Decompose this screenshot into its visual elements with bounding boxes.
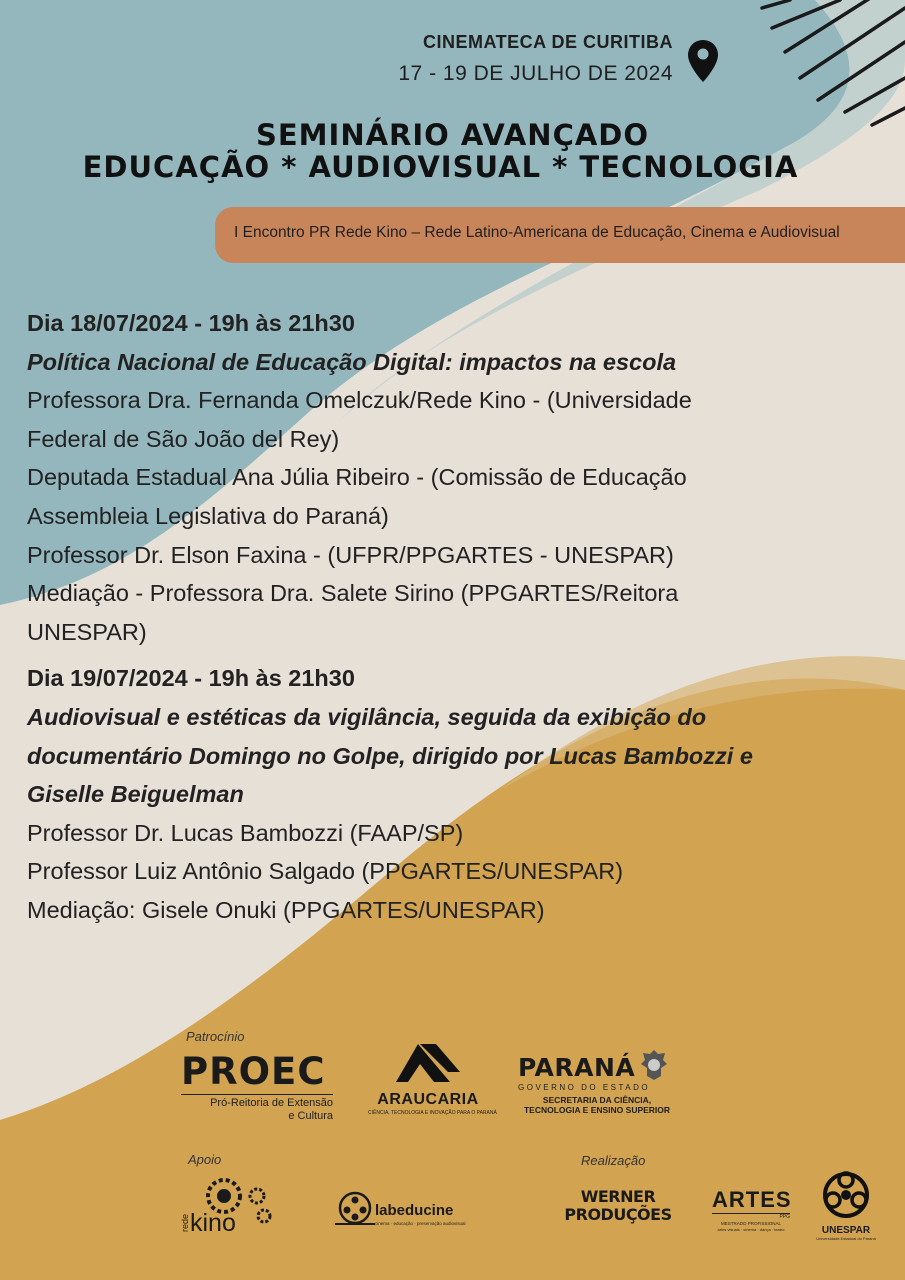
araucaria-name: ARAUCARIA — [377, 1091, 479, 1108]
unespar-logo — [812, 1170, 880, 1242]
unespar-name: UNESPAR — [821, 1225, 871, 1236]
parana-name: PARANÁ — [518, 1053, 636, 1082]
day1-line: Federal de São João del Rey) — [27, 425, 340, 452]
araucaria-sub: CIÊNCIA, TECNOLOGIA E INOVAÇÃO PARA O PARANÁ — [368, 1110, 497, 1116]
labeducine-sub: cinema · educação · preservação audiovisual — [375, 1221, 466, 1226]
proec-sub: Pró-Reitoria de Extensão — [210, 1097, 333, 1109]
programme — [27, 304, 867, 930]
day1-date: Dia 18/07/2024 - 19h às 21h30 — [27, 310, 355, 336]
day2-theme: Audiovisual e estéticas da vigilância, seguida da exibição do — [27, 703, 707, 730]
artes-sub: MESTRADO PROFISSIONAL — [720, 1221, 781, 1226]
location-pin-icon — [686, 38, 720, 84]
parana-sec: TECNOLOGIA E ENSINO SUPERIOR — [523, 1105, 671, 1115]
day2-line: Professor Luiz Antônio Salgado (PPGARTES/UNESPAR) — [27, 858, 624, 885]
redekino-rede: rede — [180, 1213, 191, 1233]
subtitle-text: I Encontro PR Rede Kino – Rede Latino-Americana de Educação, Cinema e Audiovisual — [234, 224, 840, 241]
day1-line: Assembleia Legislativa do Paraná) — [27, 502, 389, 529]
film-reel-icon — [335, 1190, 375, 1230]
day1-line: Deputada Estadual Ana Júlia Ribeiro - (Comissão de Educação — [27, 464, 687, 491]
parana-logo — [518, 1048, 676, 1115]
day1-line: UNESPAR) — [27, 618, 147, 645]
day1-theme: Política Nacional de Educação Digital: impactos na escola — [27, 348, 677, 375]
labeducine-name: labeducine — [375, 1202, 454, 1219]
artes-sub: artes visuais · cinema · dança · teatro — [717, 1227, 785, 1232]
title-line-2: EDUCAÇÃO * AUDIOVISUAL * TECNOLOGIA — [82, 150, 799, 184]
labeducine-logo — [325, 1190, 485, 1230]
proec-sub: e Cultura — [288, 1110, 333, 1122]
title-line-1: SEMINÁRIO AVANÇADO — [255, 118, 650, 152]
realizacao-label: Realização — [581, 1153, 646, 1168]
artes-name: ARTES — [712, 1187, 792, 1212]
werner-logo — [558, 1188, 678, 1224]
proec-logo — [181, 1052, 333, 1123]
patrocinio-label: Patrocínio — [186, 1029, 245, 1044]
parana-coat-of-arms-icon — [639, 1048, 669, 1082]
redekino-kino: kino — [190, 1209, 236, 1237]
araucaria-emblem-icon — [390, 1042, 466, 1086]
day1-line: Professora Dra. Fernanda Omelczuk/Rede Kino - (Universidade — [27, 387, 692, 414]
event-dates: 17 - 19 DE JULHO DE 2024 — [398, 62, 673, 85]
werner-line1: WERNER — [580, 1187, 656, 1206]
parana-gov: GOVERNO DO ESTADO — [518, 1083, 651, 1092]
day2-theme: Giselle Beiguelman — [27, 781, 244, 808]
unespar-emblem-icon — [821, 1170, 871, 1220]
proec-name: PROEC — [181, 1050, 326, 1093]
day2-theme: documentário Domingo no Golpe, dirigido por Lucas Bambozzi e — [27, 742, 753, 769]
apoio-label: Apoio — [188, 1152, 222, 1167]
day2-date: Dia 19/07/2024 - 19h às 21h30 — [27, 665, 355, 692]
parana-sec: SECRETARIA DA CIÊNCIA, — [542, 1095, 652, 1105]
venue-name: CINEMATECA DE CURITIBA — [423, 32, 673, 52]
redekino-logo — [180, 1176, 275, 1240]
artes-ppg: PPG — [779, 1214, 790, 1220]
araucaria-logo — [368, 1042, 497, 1117]
day2-line: Professor Dr. Lucas Bambozzi (FAAP/SP) — [27, 819, 464, 846]
werner-line2: PRODUÇÕES — [564, 1205, 672, 1224]
day1-line: Mediação - Professora Dra. Salete Sirino (PPGARTES/Reitora — [27, 580, 679, 607]
unespar-sub: Universidade Estadual do Paraná — [816, 1236, 876, 1241]
day2-line: Mediação: Gisele Onuki (PPGARTES/UNESPAR) — [27, 896, 545, 923]
day1-line: Professor Dr. Elson Faxina - (UFPR/PPGARTES - UNESPAR) — [27, 541, 674, 568]
artes-logo — [712, 1188, 790, 1233]
